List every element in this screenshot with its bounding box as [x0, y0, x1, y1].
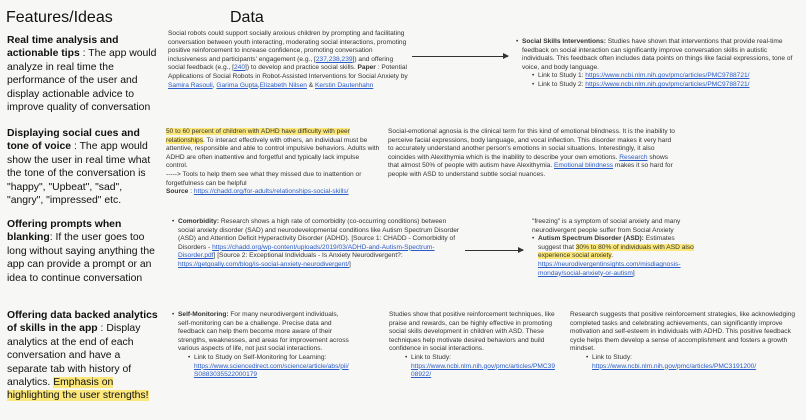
study-link[interactable]: https://www.ncbi.nlm.nih.gov/pmc/articles/PMC3908922/: [411, 362, 556, 379]
feature-card-realtime[interactable]: [7, 34, 157, 114]
author-link[interactable]: Kerstin Dautenhahn: [315, 81, 374, 89]
highlighted-text: Emphasis on highlighting the user strengths!: [7, 377, 149, 402]
feature-title: Offering data backed analytics of skills in the app: [7, 310, 158, 335]
source-link[interactable]: https://chadd.org/for-adults/relationships-social-skills/: [193, 188, 349, 196]
author-link[interactable]: Garima Gupta: [216, 81, 258, 89]
ref-link[interactable]: 237,238,239: [315, 55, 353, 63]
ref-link[interactable]: 240: [233, 64, 245, 72]
feature-desc: : If the user goes too long without saying anything the app can provide a prompt or an idea to continue conversation: [7, 232, 155, 284]
data-note-social-skills[interactable]: • Social Skills Interventions: Studies have shown that interventions that provide real-time feedback on social interaction can significantly improve conversation skills in autistic individuals. This feedback often includes data points on things like facial expressions, tone of voice, and body language. • Link to Study 1: https://www.ncbi.nlm.nih.gov/pmc/articles/PMC9788721/ • Link to Study 2: https://www.ncbi.nlm.nih.gov/pmc/articles/PMC9788721/: [516, 38, 800, 90]
study-link[interactable]: https://www.ncbi.nlm.nih.gov/pmc/articles/PMC3191200/: [592, 362, 757, 370]
emotional-blindness-link[interactable]: Emotional blindness: [554, 162, 614, 170]
data-note-comorbidity[interactable]: • Comorbidity: Research shows a high rate of comorbidity (co-occurring conditions) between social anxiety disorder (SAD) and neurodevelopmental conditions like Autism Spectrum Disorder (ASD) and Attention Deficit Hyperactivity Disorder (ADHD). [Source 1: CHADD - Comorbidity of Disorders - https://chadd.org/wp-content/uploads/2019/03/ADHD-and-Autism-Spectrum-Disorder.pdf] [Source 2: Exceptional Individuals - Is Anxiety Neurodivergent?: https://getgoally.com/blog/is-social-anxiety-neurodivergent/]: [172, 218, 462, 270]
features-header: Features/Ideas: [6, 9, 113, 26]
study-link[interactable]: https://www.ncbi.nlm.nih.gov/pmc/articles/PMC9788721/: [585, 80, 750, 88]
data-note-asd-anxiety[interactable]: "freezing" is a symptom of social anxiety and many neurodivergent people suffer from Social Anxiety • Autism Spectrum Disorder (ASD): Estimates suggest that 30% to 80% of individuals with ASD also experience social anxiety. https://neurodivergentinsights.com/misdiagnosis-monday/social-anxiety-or-autism]: [532, 218, 696, 278]
study-link[interactable]: https://www.sciencedirect.com/science/article/abs/pii/S0883035522000179: [194, 362, 349, 379]
feature-card-prompts[interactable]: [7, 218, 157, 285]
author-link[interactable]: Samira Rasouli: [168, 81, 213, 89]
data-note-positive-reinforcement-adhd[interactable]: Research suggests that positive reinforcement strategies, like acknowledging completed tasks and celebrating achievements, can significantly improve motivation and self-esteem in individuals with ADHD. This positive feedback cycle helps them develop a sense of accomplishment and fosters a growth mindset. • Link to Study: https://www.ncbi.nlm.nih.gov/pmc/articles/PMC3191200/: [570, 311, 802, 371]
feature-card-social-cues[interactable]: [7, 127, 159, 207]
data-note-social-robots[interactable]: Social robots could support socially anxious children by prompting and facilitating conversation between youth interacting, moderating social interactions, promoting positive reinforcement to increase confidence, promoting conversation inclusiveness and participants' engagement (e.g., [237,238,239]) and offering social feedback (e.g., [240]) to develop and practice social skills. Paper : Potential Applications of Social Robots in Robot-Assisted Interventions for Social Anxiety by Samira Rasouli, Garima Gupta,Elizabeth Nilsen & Kerstin Dautenhahn: [168, 30, 408, 89]
source-link[interactable]: https://chadd.org/wp-content/uploads/2019/03/ADHD-and-Autism-Spectrum-Disorder.pdf: [178, 243, 435, 260]
feature-title: Displaying social cues and tone of voice: [7, 128, 140, 153]
data-header: Data: [230, 9, 264, 26]
feature-desc: : The app would show the user in real time what the tone of the conversation is "happy", "Upbeat", "sad", "angry", "impressed" etc.: [7, 141, 151, 207]
feature-desc: : The app would analyze in real time the performance of the user and display actionable advice to improve quality of conversation: [7, 48, 157, 114]
source-link[interactable]: https://getgoally.com/blog/is-social-anxiety-neurodivergent/: [178, 260, 350, 268]
connector-arrow: [465, 250, 523, 251]
data-note-emotional-agnosia[interactable]: Social-emotional agnosia is the clinical term for this kind of emotional blindness. It is the inability to perceive facial expressions, body language, and vocal inflection. This disorder makes it very hard to accurately understand another person's emotions in social situations. Interestingly, it also coincides with Alexithymia which is the inability to describe your own emotions. Research shows that almost 50% of people with autism have Alexithymia. Emotional blindness makes it so hard for people with ASD to understand subtle social nuances.: [388, 128, 675, 178]
data-note-adhd-peers[interactable]: 50 to 60 percent of children with ADHD have difficulty with peer relationships. To interact effectively with others, an individual must be attentive, responsible and able to control impulsive behaviors. Adults with ADHD are often inattentive and forgetful and typically lack impulse control. -----> Tools to help them see what they missed due to inattention or forgetfulness can be helpful Source : https://chadd.org/for-adults/relationships-social-skills/: [166, 128, 380, 196]
source-link[interactable]: https://neurodivergentinsights.com/misdiagnosis-monday/social-anxiety-or-autism: [538, 260, 681, 277]
data-note-positive-reinforcement-asd[interactable]: Studies show that positive reinforcement techniques, like praise and rewards, can be highly effective in promoting social skills development in children with ASD. These techniques help motivate desired behaviors and build confidence in social interactions. • Link to Study: https://www.ncbi.nlm.nih.gov/pmc/articles/PMC3908922/: [389, 311, 557, 380]
feature-card-analytics[interactable]: [7, 309, 159, 403]
author-link[interactable]: Elizabeth Nilsen: [259, 81, 307, 89]
feature-desc: : Display analytics at the end of each conversation and have a separate tab with history of analytics.: [7, 323, 141, 389]
research-link[interactable]: Research: [619, 153, 648, 161]
highlighted-text: 30% to 80% of individuals with ASD also experience social anxiety: [538, 243, 694, 260]
highlighted-text: 50 to 60 percent of children with ADHD have difficulty with peer relationships: [166, 128, 350, 144]
connector-arrow: [412, 56, 508, 57]
feature-title: Real time analysis and actionable tips: [7, 35, 119, 60]
study-link[interactable]: https://www.ncbi.nlm.nih.gov/pmc/articles/PMC9788721/: [585, 72, 750, 80]
data-note-self-monitoring[interactable]: • Self-Monitoring: For many neurodivergent individuals, self-monitoring can be a challenge. Precise data and feedback can help them become more aware of their strengths, weaknesses, and areas for improvement across various aspects of life, not just social interactions. • Link to Study on Self-Monitoring for Learning: https://www.sciencedirect.com/science/article/abs/pii/S0883035522000179: [172, 311, 350, 380]
feature-title: Offering prompts when blanking: [7, 219, 122, 244]
